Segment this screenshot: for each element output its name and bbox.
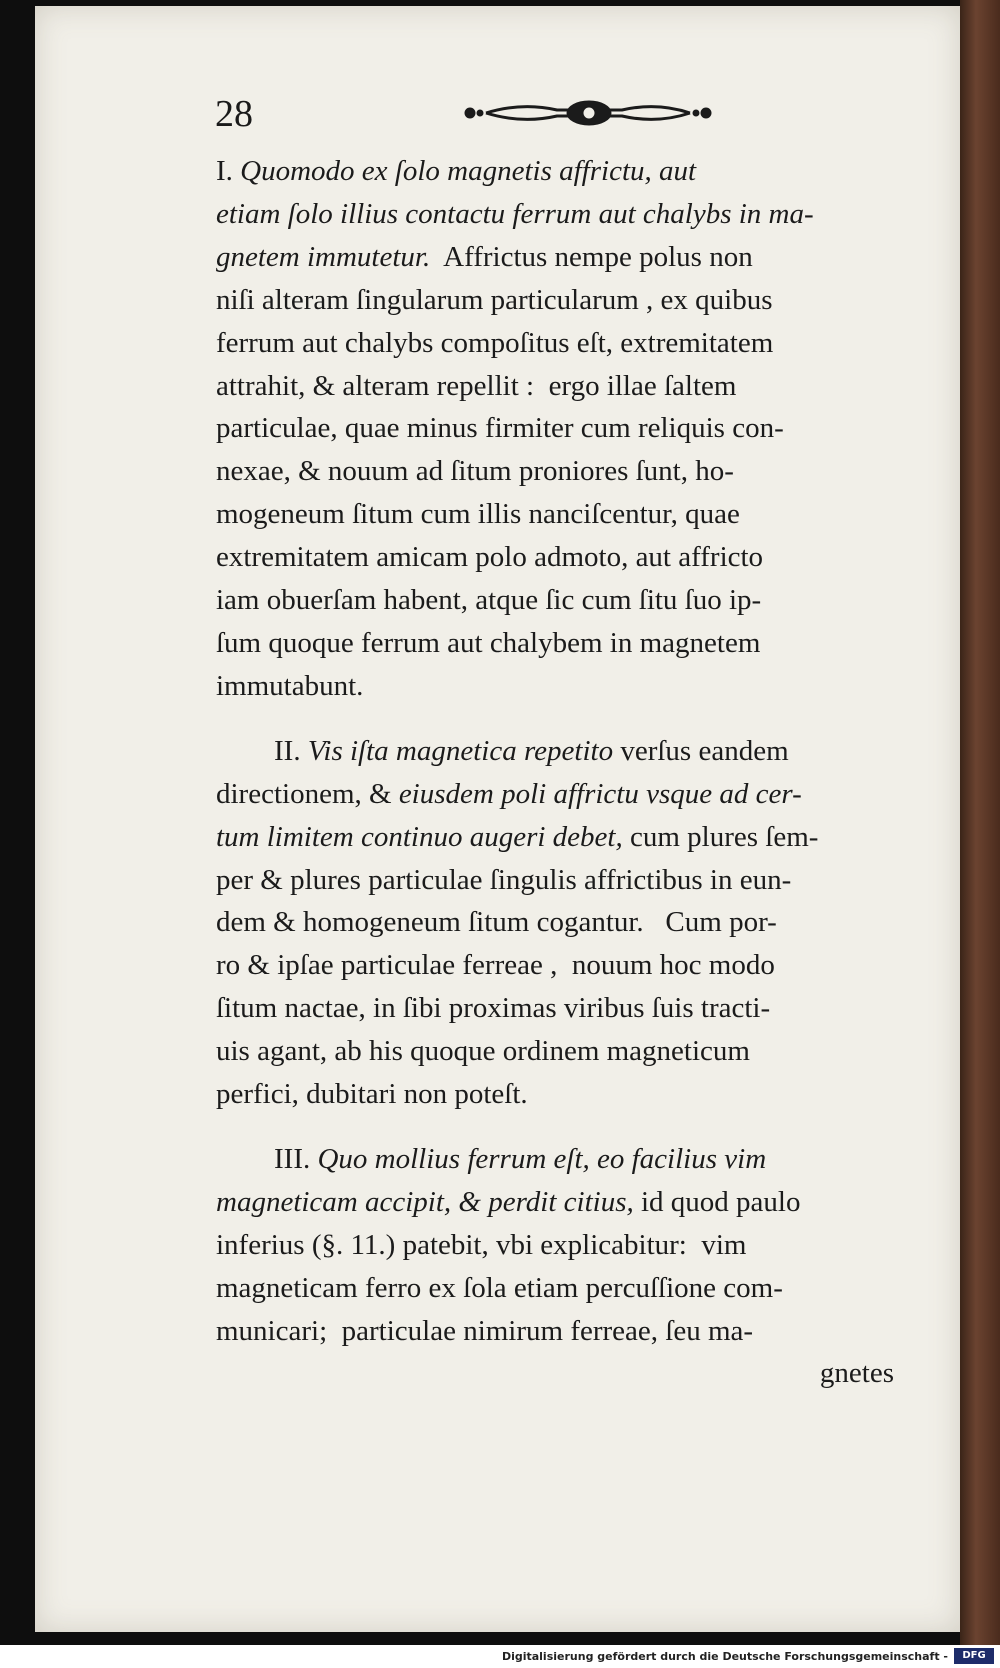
book-cover-edge xyxy=(960,0,1000,1645)
italic-run: tum limitem continuo augeri debet, xyxy=(216,820,623,853)
text-line-content xyxy=(216,322,773,365)
text-line xyxy=(216,622,894,665)
text-line xyxy=(216,579,894,622)
text-line-content xyxy=(216,1073,528,1116)
text-line xyxy=(216,1267,894,1310)
paragraph-gap xyxy=(216,708,894,730)
text-line xyxy=(216,987,894,1030)
text-line-content xyxy=(216,987,770,1030)
text-line-content xyxy=(216,279,773,322)
text-line xyxy=(216,1073,894,1116)
dfg-logo: DFG xyxy=(954,1648,994,1664)
roman-run: particulae, quae minus firmiter cum reliquis con- xyxy=(216,412,784,445)
text-line xyxy=(216,150,894,193)
roman-run: ro & ipſae particulae ferreae , nouum hoc modo xyxy=(216,949,775,982)
roman-run: I. xyxy=(216,155,241,187)
digitization-credit: Digitalisierung gefördert durch die Deutsche Forschungsgemeinschaft - xyxy=(501,1650,948,1663)
text-line xyxy=(216,1352,894,1395)
text-line-content xyxy=(216,730,789,773)
text-line xyxy=(216,901,894,944)
text-line-content xyxy=(216,236,753,279)
text-line xyxy=(216,193,894,236)
italic-run: eiusdem poli affrictu vsque ad cer- xyxy=(398,777,802,810)
roman-run: per & plures particulae ſingulis affrictibus in eun- xyxy=(216,863,792,896)
roman-run: ſitum nactae, in ſibi proximas viribus ſuis tracti- xyxy=(216,992,771,1025)
roman-run: immutabunt. xyxy=(216,669,364,702)
italic-run: etiam ſolo illius contactu ferrum aut chalybs in ma- xyxy=(216,197,814,230)
text-line-content xyxy=(216,579,761,622)
roman-run: nexae, & nouum ad ſitum proniores ſunt, ho- xyxy=(216,455,734,488)
text-line xyxy=(216,730,894,773)
text-line-content xyxy=(216,150,696,193)
roman-run: verſus eandem xyxy=(613,734,789,767)
roman-run: magneticam ferro ex ſola etiam percuſſione com- xyxy=(216,1271,783,1304)
text-line xyxy=(216,773,894,816)
roman-run: attrahit, & alteram repellit : ergo illae ſaltem xyxy=(216,369,737,402)
text-line-content xyxy=(216,1138,766,1181)
text-line xyxy=(216,365,894,408)
roman-run: dem & homogeneum ſitum cogantur. Cum por- xyxy=(216,906,777,939)
text-line xyxy=(216,1030,894,1073)
roman-run: Affrictus nempe polus non xyxy=(430,240,753,273)
text-line-content xyxy=(216,901,777,944)
italic-run: Quomodo ex ſolo magnetis affrictu, aut xyxy=(240,155,697,187)
roman-run: ferrum aut chalybs compoſitus eſt, extremitatem xyxy=(216,326,774,359)
roman-run: ſum quoque ferrum aut chalybem in magnetem xyxy=(216,626,761,659)
text-line xyxy=(216,450,894,493)
text-line-content xyxy=(820,1352,894,1395)
roman-run: mogeneum ſitum cum illis nanciſcentur, quae xyxy=(216,498,740,531)
roman-run: id quod paulo xyxy=(633,1185,801,1218)
roman-run: municari; particulae nimirum ferreae, ſeu ma- xyxy=(216,1314,754,1347)
text-line-content xyxy=(216,859,791,902)
text-line xyxy=(216,236,894,279)
text-line-content xyxy=(216,622,760,665)
text-line-content xyxy=(216,493,740,536)
roman-run: II. xyxy=(216,734,308,767)
text-line-content xyxy=(216,665,363,708)
roman-run: niſi alteram ſingularum particularum , ex quibus xyxy=(216,283,773,316)
paragraph-gap xyxy=(216,1116,894,1138)
roman-run: perfici, dubitari non poteſt. xyxy=(216,1078,528,1111)
text-line xyxy=(216,1224,894,1267)
text-line-content xyxy=(216,450,734,493)
roman-run: inferius (§. 11.) patebit, vbi explicabitur: vim xyxy=(216,1228,747,1261)
text-line-content xyxy=(216,1181,801,1224)
text-line xyxy=(216,279,894,322)
text-line-content xyxy=(216,1310,753,1353)
body-text xyxy=(216,150,894,1395)
italic-run: magneticam accipit, & perdit citius, xyxy=(216,1185,634,1218)
text-line xyxy=(216,407,894,450)
text-line xyxy=(216,322,894,365)
text-line xyxy=(216,1138,894,1181)
text-line-content xyxy=(216,193,814,236)
italic-run: Vis iſta magnetica repetito xyxy=(307,734,614,767)
text-line xyxy=(216,665,894,708)
text-line-content xyxy=(216,944,775,987)
text-line xyxy=(216,493,894,536)
text-line xyxy=(216,1181,894,1224)
roman-run: uis agant, ab his quoque ordinem magneticum xyxy=(216,1035,750,1068)
roman-run: iam obuerſam habent, atque ſic cum ſitu ſuo ip- xyxy=(216,584,762,617)
roman-run: extremitatem amicam polo admoto, aut affricto xyxy=(216,541,764,574)
ornament-divider xyxy=(462,96,714,130)
roman-run: gnetes xyxy=(819,1357,894,1390)
roman-run: directionem, & xyxy=(216,777,399,810)
text-line-content xyxy=(216,365,736,408)
text-line xyxy=(216,816,894,859)
text-line-content xyxy=(216,1267,783,1310)
text-line-content xyxy=(216,773,802,816)
roman-run: cum plures ſem- xyxy=(622,820,819,853)
text-line xyxy=(216,859,894,902)
italic-run: Quo mollius ferrum eſt, eo facilius vim xyxy=(317,1142,767,1175)
text-line-content xyxy=(216,536,763,579)
text-line-content xyxy=(216,1030,750,1073)
text-line xyxy=(216,536,894,579)
italic-run: gnetem immutetur. xyxy=(216,240,431,273)
text-line-content xyxy=(216,816,818,859)
text-line-content xyxy=(216,407,784,450)
page-number: 28 xyxy=(215,93,253,135)
text-line xyxy=(216,944,894,987)
text-line xyxy=(216,1310,894,1353)
text-line-content xyxy=(216,1224,746,1267)
roman-run: III. xyxy=(216,1142,318,1175)
